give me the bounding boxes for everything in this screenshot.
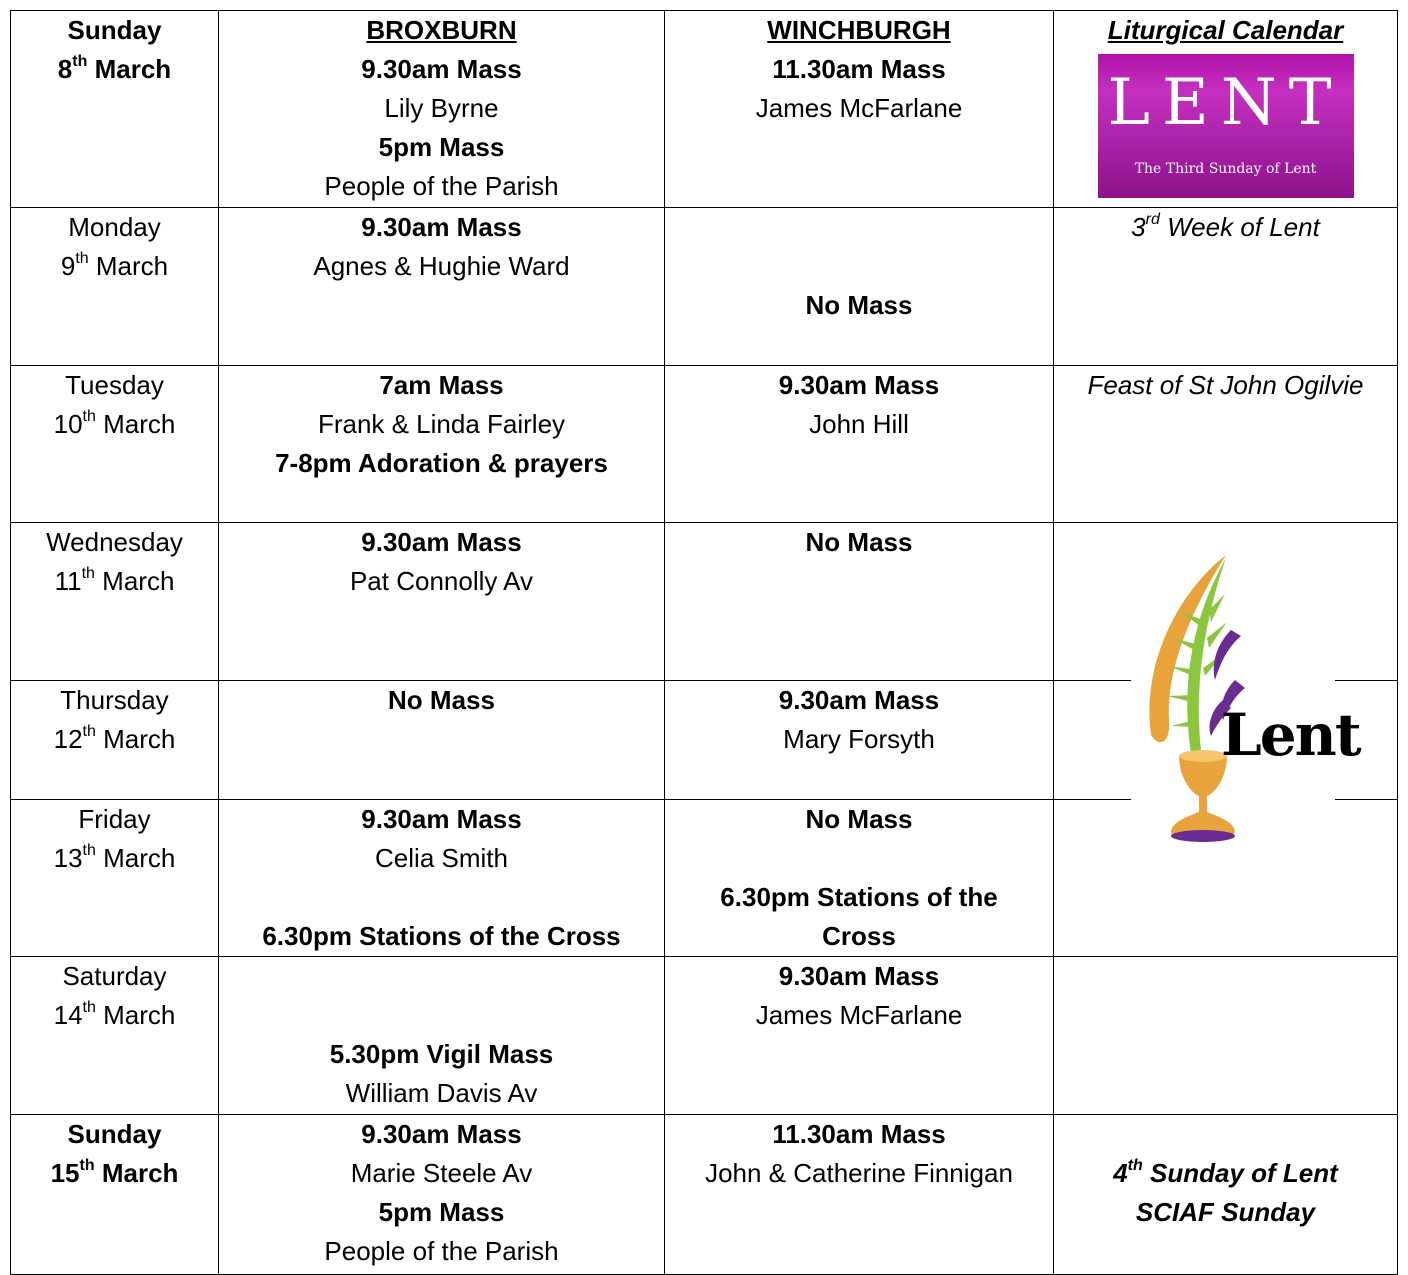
date-label: 10th March	[53, 408, 176, 439]
broxburn-cell	[219, 800, 665, 957]
day-cell	[11, 366, 219, 523]
mass-title: No Mass	[805, 527, 913, 557]
day-label: Wednesday	[46, 527, 183, 557]
mass-intention: People of the Parish	[324, 171, 559, 201]
liturgical-label-2: SCIAF Sunday	[1135, 1197, 1316, 1227]
lent-banner-subtitle: The Third Sunday of Lent	[1134, 161, 1317, 177]
liturgical-cell	[1054, 366, 1398, 523]
date-label: 9th March	[60, 250, 169, 281]
winchburgh-cell	[665, 366, 1054, 523]
mass-intention: James McFarlane	[755, 1000, 963, 1030]
day-cell	[11, 11, 219, 208]
broxburn-cell	[219, 1115, 665, 1275]
mass-title: 9.30am Mass	[361, 804, 522, 834]
mass-title: 5pm Mass	[378, 132, 505, 162]
mass-intention: James McFarlane	[755, 93, 963, 123]
day-cell	[11, 523, 219, 681]
mass-intention: Marie Steele Av	[350, 1158, 533, 1188]
mass-intention: Agnes & Hughie Ward	[313, 251, 570, 281]
date-label: 11th March	[54, 565, 175, 596]
date-label: 8th March	[57, 53, 172, 84]
day-cell	[11, 208, 219, 366]
broxburn-cell	[219, 523, 665, 681]
date-label: 15th March	[50, 1157, 179, 1188]
broxburn-cell	[219, 957, 665, 1115]
row-saturday-14	[11, 957, 1398, 1115]
mass-title: 5pm Mass	[378, 1197, 505, 1227]
liturgical-cell	[1054, 1115, 1398, 1275]
mass-intention: Lily Byrne	[384, 93, 499, 123]
date-label: 12th March	[53, 723, 176, 754]
mass-intention: Frank & Linda Fairley	[317, 409, 566, 439]
liturgical-cell	[1054, 957, 1398, 1115]
winchburgh-cell	[665, 800, 1054, 957]
winchburgh-cell	[665, 11, 1054, 208]
lent-banner-title: LENT	[1107, 66, 1344, 140]
lent-logo	[1131, 550, 1360, 846]
day-label: Tuesday	[65, 370, 164, 400]
liturgical-label: Feast of St John Ogilvie	[1087, 370, 1364, 400]
mass-title: 9.30am Mass	[778, 961, 940, 991]
event-title-line2: Cross	[822, 921, 896, 951]
broxburn-cell	[219, 11, 665, 208]
winchburgh-cell	[665, 523, 1054, 681]
day-cell	[11, 1115, 219, 1275]
day-cell	[11, 800, 219, 957]
day-label: Friday	[78, 804, 151, 834]
day-label: Saturday	[62, 961, 167, 991]
day-label: Sunday	[67, 1119, 162, 1149]
day-cell	[11, 681, 219, 800]
mass-intention: Celia Smith	[375, 843, 508, 873]
mass-intention: William Davis Av	[345, 1078, 538, 1108]
mass-title: 9.30am Mass	[361, 1119, 522, 1149]
mass-title: 9.30am Mass	[361, 212, 522, 242]
mass-title: No Mass	[388, 685, 495, 715]
mass-title: 9.30am Mass	[778, 370, 940, 400]
mass-title: 9.30am Mass	[361, 527, 522, 557]
palm-chalice-icon	[1131, 550, 1360, 846]
broxburn-cell	[219, 366, 665, 523]
winchburgh-cell	[665, 1115, 1054, 1275]
row-sunday-15	[11, 1115, 1398, 1275]
day-label: Monday	[68, 212, 161, 242]
liturgical-cell	[1054, 11, 1398, 208]
liturgical-label: 3rd Week of Lent	[1131, 211, 1320, 242]
mass-intention: Pat Connolly Av	[349, 566, 534, 596]
event-title-line1: 6.30pm Stations of the	[720, 882, 998, 912]
liturgical-label: 4th Sunday of Lent	[1113, 1157, 1338, 1188]
mass-intention: People of the Parish	[324, 1236, 559, 1266]
winchburgh-cell	[665, 208, 1054, 366]
winchburgh-cell	[665, 957, 1054, 1115]
mass-title: No Mass	[805, 804, 913, 834]
lent-banner-image	[1098, 54, 1354, 198]
mass-intention: Mary Forsyth	[783, 724, 935, 754]
liturgical-cell	[1054, 208, 1398, 366]
liturgical-header: Liturgical Calendar	[1107, 15, 1344, 45]
row-monday-9	[11, 208, 1398, 366]
date-label: 13th March	[53, 842, 176, 873]
winchburgh-cell	[665, 681, 1054, 800]
mass-title: 9.30am Mass	[778, 685, 940, 715]
date-label: 14th March	[53, 999, 176, 1030]
day-cell	[11, 957, 219, 1115]
lent-logo-word: Lent	[1221, 701, 1360, 769]
event-title: 7-8pm Adoration & prayers	[275, 448, 608, 478]
broxburn-cell	[219, 208, 665, 366]
mass-title: 7am Mass	[379, 370, 504, 400]
row-tuesday-10	[11, 366, 1398, 523]
mass-intention: John Hill	[809, 409, 909, 439]
broxburn-header: BROXBURN	[366, 15, 517, 45]
broxburn-cell	[219, 681, 665, 800]
day-label: Sunday	[67, 15, 162, 45]
mass-title: 9.30am Mass	[361, 54, 522, 84]
event-title: 6.30pm Stations of the Cross	[262, 921, 621, 951]
mass-title: No Mass	[805, 290, 913, 320]
day-label: Thursday	[60, 685, 169, 715]
winchburgh-header: WINCHBURGH	[767, 15, 951, 45]
mass-title: 11.30am Mass	[772, 54, 946, 84]
row-sunday-8	[11, 11, 1398, 208]
mass-intention: John & Catherine Finnigan	[705, 1158, 1013, 1188]
mass-title: 11.30am Mass	[772, 1119, 946, 1149]
mass-title: 5.30pm Vigil Mass	[329, 1039, 554, 1069]
